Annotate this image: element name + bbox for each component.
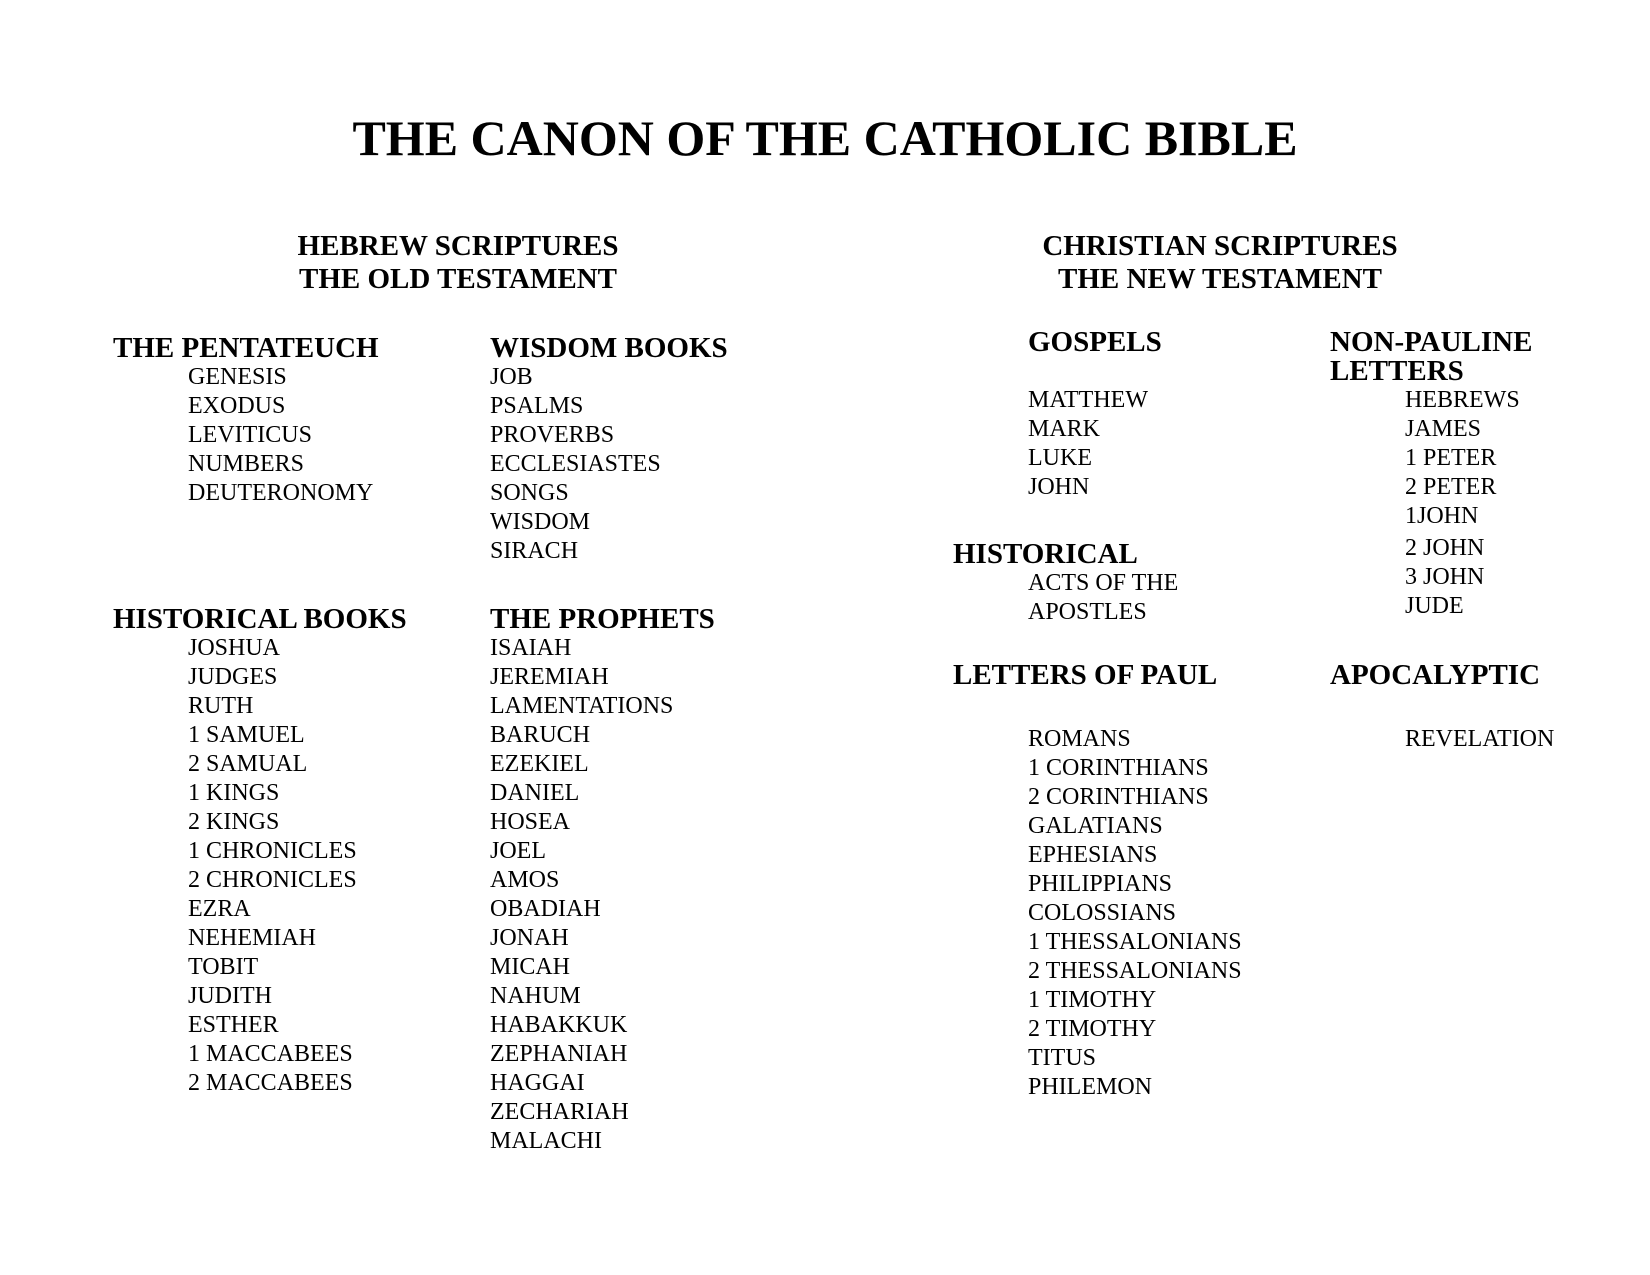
book-item: JOB bbox=[490, 364, 533, 390]
book-item: 2 JOHN bbox=[1405, 535, 1485, 561]
pentateuch-book-list bbox=[188, 363, 379, 508]
book-item: HAGGAI bbox=[490, 1070, 585, 1096]
book-item: ECCLESIASTES bbox=[490, 451, 661, 477]
book-item: 1JOHN bbox=[1405, 503, 1479, 529]
wisdom-title: WISDOM BOOKS bbox=[490, 332, 728, 364]
book-item: MARK bbox=[1028, 416, 1101, 442]
book-item: 1 SAMUEL bbox=[188, 722, 305, 748]
letters-of-paul-section bbox=[953, 661, 1242, 1102]
historical-books-list bbox=[188, 634, 407, 1098]
book-item: EZRA bbox=[188, 896, 251, 922]
book-item: EZEKIEL bbox=[490, 751, 589, 777]
book-item: EPHESIANS bbox=[1028, 842, 1158, 868]
book-item: PHILIPPIANS bbox=[1028, 871, 1173, 897]
book-item: 1 CORINTHIANS bbox=[1028, 755, 1209, 781]
book-item: 2 CHRONICLES bbox=[188, 867, 357, 893]
book-item: 1 THESSALONIANS bbox=[1028, 929, 1242, 955]
book-item: 2 SAMUAL bbox=[188, 751, 308, 777]
book-item: MICAH bbox=[490, 954, 571, 980]
non-pauline-title-line2: LETTERS bbox=[1330, 355, 1464, 387]
book-item: 2 CORINTHIANS bbox=[1028, 784, 1209, 810]
book-item: MALACHI bbox=[490, 1128, 602, 1154]
book-item: GALATIANS bbox=[1028, 813, 1163, 839]
book-item: TITUS bbox=[1028, 1045, 1096, 1071]
prophets-section bbox=[490, 605, 715, 1156]
book-item: HEBREWS bbox=[1405, 387, 1520, 413]
book-item: 2 THESSALONIANS bbox=[1028, 958, 1242, 984]
new-testament-heading-line1: CHRISTIAN SCRIPTURES bbox=[1042, 230, 1398, 262]
wisdom-section bbox=[490, 334, 728, 566]
book-item: JOSHUA bbox=[188, 635, 281, 661]
wisdom-book-list bbox=[490, 363, 728, 566]
book-item: GENESIS bbox=[188, 364, 287, 390]
book-item: JUDITH bbox=[188, 983, 272, 1009]
book-item: LEVITICUS bbox=[188, 422, 312, 448]
book-item: RUTH bbox=[188, 693, 254, 719]
nt-historical-section bbox=[953, 540, 1178, 627]
apocalyptic-section bbox=[1330, 661, 1554, 754]
book-item: TOBIT bbox=[188, 954, 259, 980]
book-item: COLOSSIANS bbox=[1028, 900, 1177, 926]
book-item: 2 PETER bbox=[1405, 474, 1497, 500]
book-item: 1 TIMOTHY bbox=[1028, 987, 1157, 1013]
gospels-book-list bbox=[1028, 386, 1162, 502]
book-item: ZECHARIAH bbox=[490, 1099, 629, 1125]
letters-of-paul-book-list bbox=[1028, 725, 1242, 1102]
nt-historical-book-list bbox=[1028, 569, 1178, 627]
pentateuch-title: THE PENTATEUCH bbox=[113, 332, 379, 364]
book-item: NUMBERS bbox=[188, 451, 305, 477]
old-testament-heading-line1: HEBREW SCRIPTURES bbox=[297, 230, 619, 262]
book-item: 2 KINGS bbox=[188, 809, 280, 835]
book-item: ZEPHANIAH bbox=[490, 1041, 628, 1067]
book-item: 1 CHRONICLES bbox=[188, 838, 357, 864]
book-item: NAHUM bbox=[490, 983, 581, 1009]
book-item: MATTHEW bbox=[1028, 387, 1148, 413]
nt-historical-title: HISTORICAL bbox=[953, 538, 1138, 570]
book-item: 1 KINGS bbox=[188, 780, 280, 806]
book-item: ROMANS bbox=[1028, 726, 1131, 752]
book-item: DANIEL bbox=[490, 780, 580, 806]
non-pauline-section bbox=[1330, 328, 1532, 621]
prophets-book-list bbox=[490, 634, 715, 1156]
book-item: LAMENTATIONS bbox=[490, 693, 674, 719]
book-item: NEHEMIAH bbox=[188, 925, 316, 951]
book-item: LUKE bbox=[1028, 445, 1092, 471]
book-item: WISDOM bbox=[490, 509, 590, 535]
book-item: JAMES bbox=[1405, 416, 1482, 442]
book-item: 2 MACCABEES bbox=[188, 1070, 353, 1096]
gospels-title: GOSPELS bbox=[1028, 326, 1162, 358]
book-item: OBADIAH bbox=[490, 896, 601, 922]
book-item: PSALMS bbox=[490, 393, 584, 419]
book-item: JEREMIAH bbox=[490, 664, 609, 690]
book-item: 2 TIMOTHY bbox=[1028, 1016, 1157, 1042]
book-item: PROVERBS bbox=[490, 422, 615, 448]
book-item: SONGS bbox=[490, 480, 569, 506]
non-pauline-title-line1: NON-PAULINE bbox=[1330, 326, 1533, 358]
book-item: JOHN bbox=[1028, 474, 1090, 500]
book-item: PHILEMON bbox=[1028, 1074, 1152, 1100]
book-item: APOSTLES bbox=[1028, 599, 1147, 625]
new-testament-heading bbox=[1040, 230, 1400, 296]
letters-of-paul-title: LETTERS OF PAUL bbox=[953, 659, 1218, 691]
book-item: HOSEA bbox=[490, 809, 571, 835]
book-item: ACTS OF THE bbox=[1028, 570, 1179, 596]
book-item: 1 MACCABEES bbox=[188, 1041, 353, 1067]
old-testament-heading bbox=[296, 230, 620, 296]
book-item: REVELATION bbox=[1405, 726, 1555, 752]
non-pauline-title bbox=[1330, 328, 1532, 386]
gospels-section bbox=[1028, 328, 1162, 502]
old-testament-heading-line2: THE OLD TESTAMENT bbox=[298, 263, 617, 295]
new-testament-heading-line2: THE NEW TESTAMENT bbox=[1058, 263, 1382, 295]
book-item: JUDGES bbox=[188, 664, 278, 690]
book-item: JUDE bbox=[1405, 593, 1464, 619]
page-title: THE CANON OF THE CATHOLIC BIBLE bbox=[352, 110, 1298, 166]
book-item: DEUTERONOMY bbox=[188, 480, 374, 506]
book-item: SIRACH bbox=[490, 538, 579, 564]
book-item: 1 PETER bbox=[1405, 445, 1497, 471]
apocalyptic-title: APOCALYPTIC bbox=[1330, 659, 1541, 691]
historical-books-title: HISTORICAL BOOKS bbox=[113, 603, 407, 635]
book-item: AMOS bbox=[490, 867, 560, 893]
apocalyptic-book-list bbox=[1405, 725, 1554, 754]
book-item: JOEL bbox=[490, 838, 546, 864]
book-item: 3 JOHN bbox=[1405, 564, 1485, 590]
book-item: EXODUS bbox=[188, 393, 286, 419]
prophets-title: THE PROPHETS bbox=[490, 603, 715, 635]
non-pauline-book-list bbox=[1405, 386, 1532, 621]
pentateuch-section bbox=[113, 334, 379, 508]
book-item: ISAIAH bbox=[490, 635, 572, 661]
book-item: ESTHER bbox=[188, 1012, 279, 1038]
book-item: JONAH bbox=[490, 925, 569, 951]
historical-books-section bbox=[113, 605, 407, 1098]
book-item: HABAKKUK bbox=[490, 1012, 628, 1038]
book-item: BARUCH bbox=[490, 722, 591, 748]
